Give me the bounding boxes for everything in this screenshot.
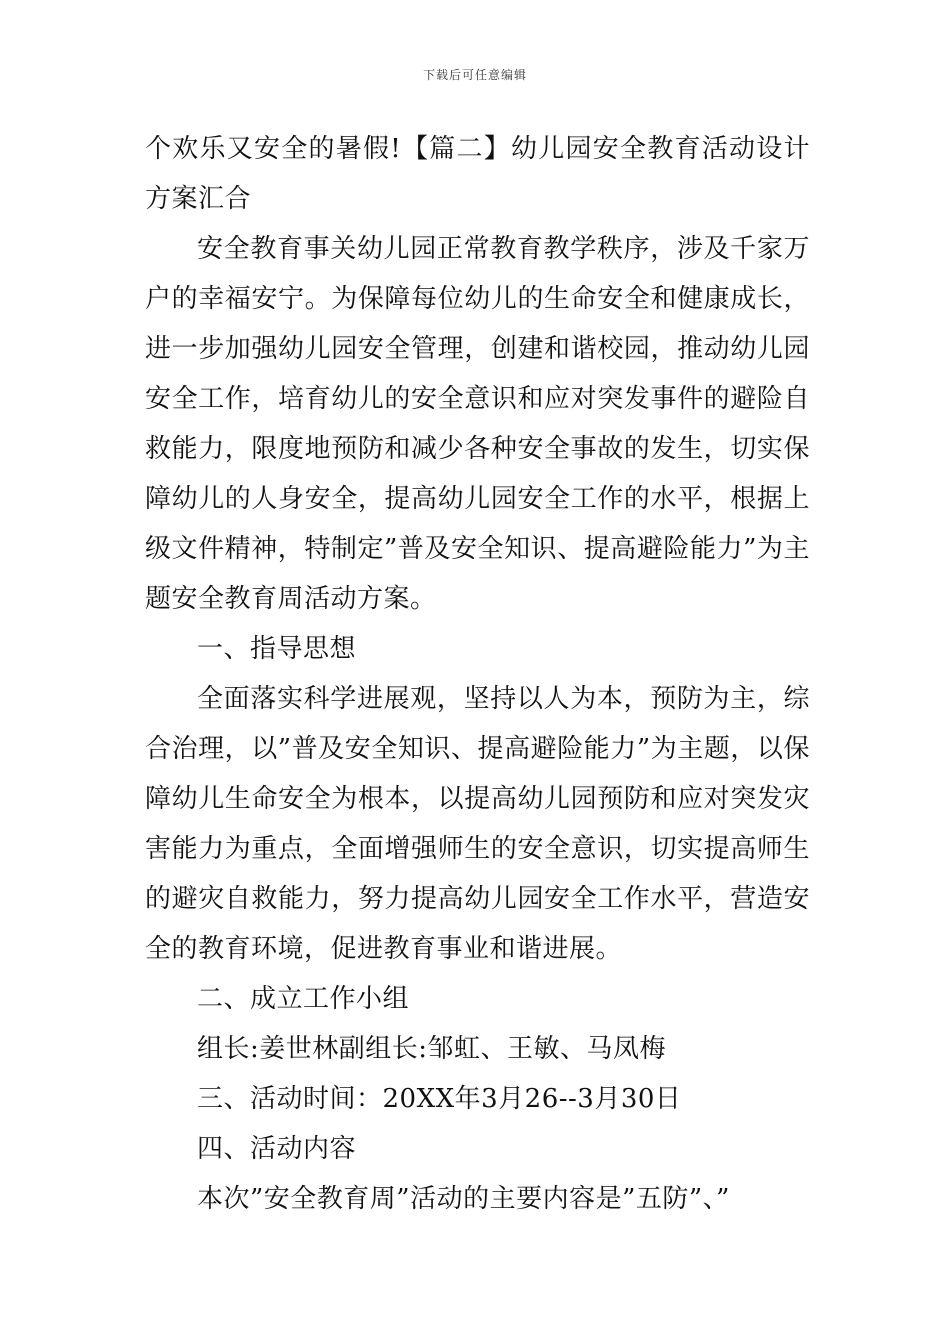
section-heading-working-group: 二、成立工作小组 [197,984,410,1014]
paragraph-activity-content: 本次”安全教育周”活动的主要内容是”五防”、” [197,1184,730,1214]
section-heading-activity-content: 四、活动内容 [197,1134,357,1164]
page-header: 下载后可任意编辑 [422,68,527,82]
section-heading-guiding-thought: 一、指导思想 [197,634,357,664]
paragraph-guiding-thought: 全面落实科学进展观，坚持以人为本，预防为主，综合治理，以”普及安全知识、提高避险能力”为主题，以保障幼儿生命安全为根本，以提高幼儿园预防和应对突发灾害能力为重点，全面增强师生的安全意识，切实提高师生的避灾自救能力，努力提高幼儿园安全工作水平，营造安全的教育环境，促进教育事业和谐进展。 [145,684,810,964]
section-heading-activity-time: 三、活动时间：20XX年3月26--3月30日 [197,1084,682,1114]
paragraph-working-group: 组长:姜世林副组长:邹虹、王敏、马凤梅 [197,1034,667,1064]
paragraph-intro: 安全教育事关幼儿园正常教育教学秩序，涉及千家万户的幸福安宁。为保障每位幼儿的生命安全和健康成长，进一步加强幼儿园安全管理，创建和谐校园，推动幼儿园安全工作，培育幼儿的安全意识和应对突发事件的避险自救能力，限度地预防和减少各种安全事故的发生，切实保障幼儿的人身安全，提高幼儿园安全工作的水平，根据上级文件精神，特制定”普及安全知识、提高避险能力”为主题安全教育周活动方案。 [145,234,810,614]
document-body [145,124,810,1224]
paragraph-continuation: 个欢乐又安全的暑假!【篇二】幼儿园安全教育活动设计方案汇合 [145,134,810,214]
